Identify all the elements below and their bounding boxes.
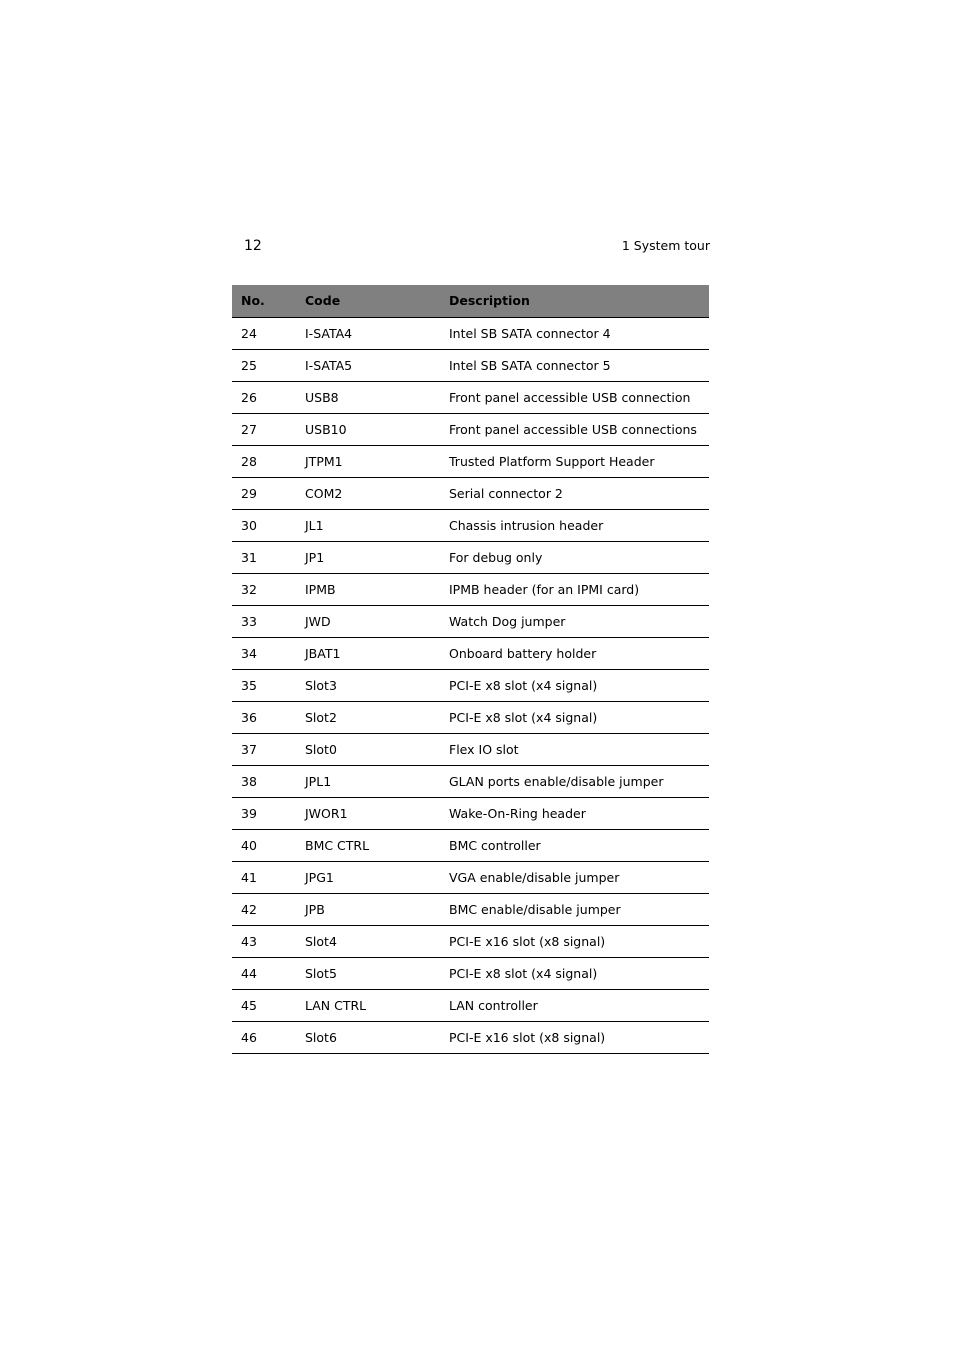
cell-no: 42 bbox=[232, 893, 296, 925]
cell-no: 27 bbox=[232, 413, 296, 445]
table-row bbox=[232, 1021, 709, 1053]
cell-code: USB10 bbox=[296, 413, 440, 445]
cell-code: JBAT1 bbox=[296, 637, 440, 669]
cell-no: 39 bbox=[232, 797, 296, 829]
table-row bbox=[232, 669, 709, 701]
cell-no: 28 bbox=[232, 445, 296, 477]
cell-description: PCI-E x8 slot (x4 signal) bbox=[440, 701, 709, 733]
table-row bbox=[232, 893, 709, 925]
chapter-title: 1 System tour bbox=[621, 238, 710, 253]
table-row bbox=[232, 349, 709, 381]
cell-code: Slot0 bbox=[296, 733, 440, 765]
table-row bbox=[232, 925, 709, 957]
cell-no: 35 bbox=[232, 669, 296, 701]
cell-no: 25 bbox=[232, 349, 296, 381]
column-header-description: Description bbox=[440, 285, 709, 317]
cell-description: BMC enable/disable jumper bbox=[440, 893, 709, 925]
cell-code: I-SATA4 bbox=[296, 317, 440, 349]
table-row bbox=[232, 605, 709, 637]
cell-description: BMC controller bbox=[440, 829, 709, 861]
table-row bbox=[232, 413, 709, 445]
cell-description: Intel SB SATA connector 5 bbox=[440, 349, 709, 381]
cell-no: 40 bbox=[232, 829, 296, 861]
cell-code: BMC CTRL bbox=[296, 829, 440, 861]
cell-description: Trusted Platform Support Header bbox=[440, 445, 709, 477]
table-row bbox=[232, 861, 709, 893]
cell-description: Flex IO slot bbox=[440, 733, 709, 765]
table-row bbox=[232, 541, 709, 573]
table-row bbox=[232, 957, 709, 989]
cell-no: 43 bbox=[232, 925, 296, 957]
cell-no: 37 bbox=[232, 733, 296, 765]
cell-no: 26 bbox=[232, 381, 296, 413]
cell-code: JP1 bbox=[296, 541, 440, 573]
cell-code: COM2 bbox=[296, 477, 440, 509]
cell-no: 29 bbox=[232, 477, 296, 509]
cell-description: Front panel accessible USB connection bbox=[440, 381, 709, 413]
table-row bbox=[232, 701, 709, 733]
cell-description: Front panel accessible USB connections bbox=[440, 413, 709, 445]
table-row bbox=[232, 317, 709, 349]
cell-code: Slot5 bbox=[296, 957, 440, 989]
cell-description: Wake-On-Ring header bbox=[440, 797, 709, 829]
cell-description: VGA enable/disable jumper bbox=[440, 861, 709, 893]
cell-description: PCI-E x16 slot (x8 signal) bbox=[440, 1021, 709, 1053]
cell-no: 30 bbox=[232, 509, 296, 541]
cell-no: 38 bbox=[232, 765, 296, 797]
table-row bbox=[232, 573, 709, 605]
cell-no: 36 bbox=[232, 701, 296, 733]
cell-description: Onboard battery holder bbox=[440, 637, 709, 669]
cell-no: 34 bbox=[232, 637, 296, 669]
cell-code: JTPM1 bbox=[296, 445, 440, 477]
cell-code: I-SATA5 bbox=[296, 349, 440, 381]
cell-code: JPG1 bbox=[296, 861, 440, 893]
cell-no: 31 bbox=[232, 541, 296, 573]
cell-description: Intel SB SATA connector 4 bbox=[440, 317, 709, 349]
table-row bbox=[232, 765, 709, 797]
component-table bbox=[232, 285, 709, 1054]
table-row bbox=[232, 477, 709, 509]
cell-code: JPB bbox=[296, 893, 440, 925]
cell-no: 32 bbox=[232, 573, 296, 605]
cell-description: Watch Dog jumper bbox=[440, 605, 709, 637]
cell-no: 46 bbox=[232, 1021, 296, 1053]
cell-no: 44 bbox=[232, 957, 296, 989]
table-row bbox=[232, 509, 709, 541]
table-header-row bbox=[232, 285, 709, 317]
column-header-code: Code bbox=[296, 285, 440, 317]
table-row bbox=[232, 797, 709, 829]
cell-code: JPL1 bbox=[296, 765, 440, 797]
cell-code: JWD bbox=[296, 605, 440, 637]
page-number: 12 bbox=[244, 238, 262, 254]
cell-description: IPMB header (for an IPMI card) bbox=[440, 573, 709, 605]
table-row bbox=[232, 637, 709, 669]
cell-code: USB8 bbox=[296, 381, 440, 413]
cell-code: Slot6 bbox=[296, 1021, 440, 1053]
cell-code: LAN CTRL bbox=[296, 989, 440, 1021]
cell-no: 41 bbox=[232, 861, 296, 893]
cell-description: LAN controller bbox=[440, 989, 709, 1021]
table-row bbox=[232, 733, 709, 765]
cell-no: 33 bbox=[232, 605, 296, 637]
cell-description: Serial connector 2 bbox=[440, 477, 709, 509]
table-row bbox=[232, 445, 709, 477]
cell-code: Slot2 bbox=[296, 701, 440, 733]
cell-description: PCI-E x8 slot (x4 signal) bbox=[440, 957, 709, 989]
column-header-no: No. bbox=[232, 285, 296, 317]
cell-description: PCI-E x8 slot (x4 signal) bbox=[440, 669, 709, 701]
cell-no: 24 bbox=[232, 317, 296, 349]
cell-code: Slot4 bbox=[296, 925, 440, 957]
cell-description: Chassis intrusion header bbox=[440, 509, 709, 541]
cell-code: Slot3 bbox=[296, 669, 440, 701]
cell-description: GLAN ports enable/disable jumper bbox=[440, 765, 709, 797]
cell-description: For debug only bbox=[440, 541, 709, 573]
table-row bbox=[232, 829, 709, 861]
cell-code: JL1 bbox=[296, 509, 440, 541]
table-row bbox=[232, 989, 709, 1021]
cell-code: JWOR1 bbox=[296, 797, 440, 829]
cell-description: PCI-E x16 slot (x8 signal) bbox=[440, 925, 709, 957]
cell-code: IPMB bbox=[296, 573, 440, 605]
table-row bbox=[232, 381, 709, 413]
table-body bbox=[232, 317, 709, 1053]
cell-no: 45 bbox=[232, 989, 296, 1021]
